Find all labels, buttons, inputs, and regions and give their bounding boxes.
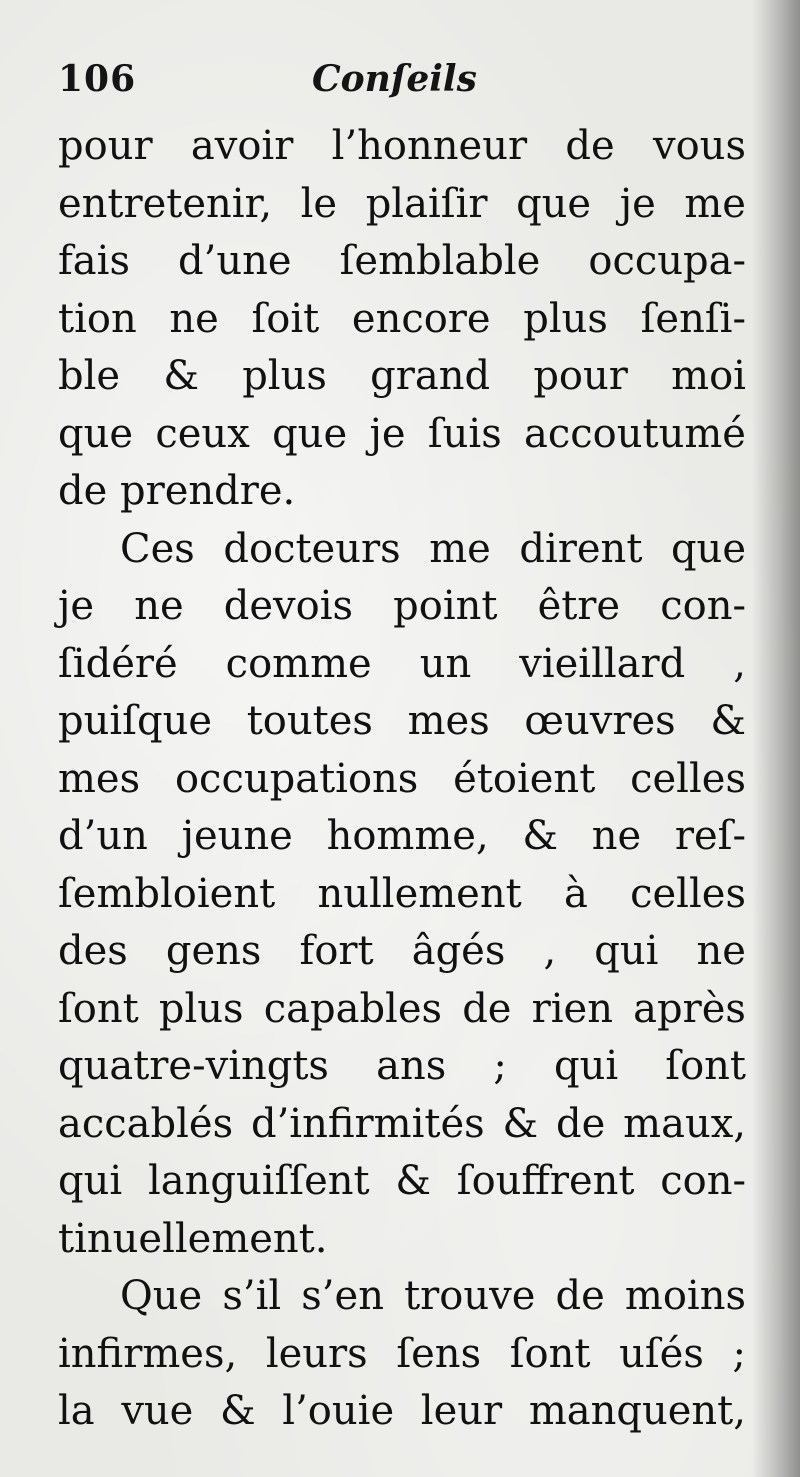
text-line: mes occupations étoient celles [58,755,746,802]
text-line: ſembloient nullement à celles [58,870,746,917]
text-line: ſont plus capables de rien après [58,985,746,1032]
text-line: Que s’il s’en trouve de moins [120,1273,746,1319]
text-line: de prendre. [58,468,296,514]
text-line: entretenir, le plaiſir que je me [58,180,746,227]
running-head [58,58,738,108]
text-line: puiſque toutes mes œuvres & [58,698,746,744]
text-line: je ne devois point être con- [58,583,746,629]
text-line: fais d’une ſemblable occupa- [58,238,746,284]
text-line: quatre-vingts ans ; qui ſont [58,1043,746,1089]
text-line: infirmes, leurs ſens ſont uſés ; [58,1330,746,1377]
text-line: Ces docteurs me dirent que [120,525,746,572]
text-line: ſidéré comme un vieillard , [58,640,746,687]
text-line: tion ne ſoit encore plus ſenſi- [58,295,746,342]
text-line: d’un jeune homme, & ne reſ- [58,813,746,859]
text-line: ble & plus grand pour moi [58,353,746,399]
text-line: des gens fort âgés , qui ne [58,928,746,974]
text-line: qui languiſſent & ſouffrent con- [58,1158,746,1204]
text-line: accablés d’infirmités & de maux, [58,1100,746,1147]
page-number: 106 [58,58,137,100]
text-line: que ceux que je ſuis accoutumé [58,410,746,457]
text-line: la vue & l’ouie leur manquent, [58,1388,746,1434]
page-gutter-shadow [752,0,800,1477]
body-text [58,118,746,1441]
text-line: pour avoir l’honneur de vous [58,123,746,169]
text-line: tinuellement. [58,1215,328,1262]
running-title: Conſeils [312,58,477,100]
